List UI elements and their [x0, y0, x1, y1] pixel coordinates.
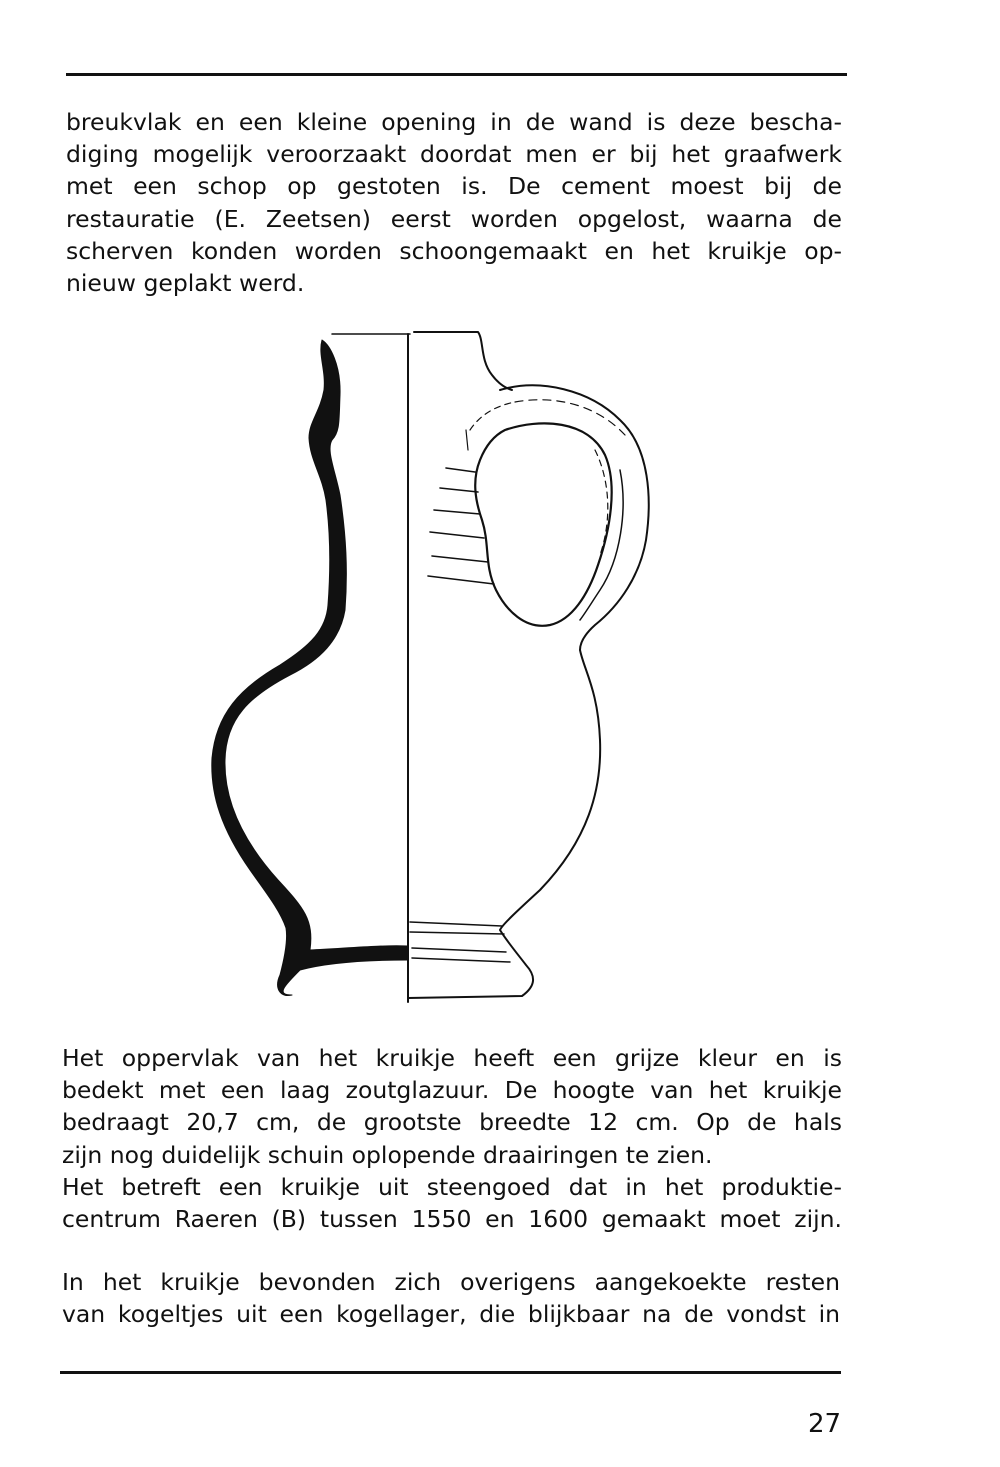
- throwing-ring-line: [428, 576, 494, 584]
- jug-drawing: [200, 320, 680, 1010]
- handle-join-mark: [466, 430, 468, 450]
- text-line: scherven konden worden schoongemaakt en het kruikje op-: [66, 236, 842, 265]
- text-line: diging mogelijk veroorzaakt doordat men er bij het graafwerk: [66, 140, 842, 169]
- throwing-ring-line: [434, 510, 480, 514]
- text-line: zijn nog duidelijk schuin oplopende draairingen te zien.: [62, 1140, 713, 1169]
- text-line: Het oppervlak van het kruikje heeft een grijze kleur en is: [62, 1044, 842, 1072]
- throwing-ring-line: [432, 556, 488, 562]
- paragraph-intro: [66, 106, 842, 299]
- text-line: bedraagt 20,7 cm, de grootste breedte 12 cm. Op de hals: [62, 1108, 842, 1137]
- handle-side-line: [580, 470, 623, 620]
- handle-outer-edge-dashed: [515, 400, 625, 435]
- text-line: restauratie (E. Zeetsen) eerst worden opgelost, waarna de: [66, 204, 842, 233]
- text-line: In het kruikje bevonden zich overigens aangekoekte resten: [62, 1268, 840, 1296]
- foot-band-line: [412, 948, 506, 952]
- text-line: centrum Raeren (B) tussen 1550 en 1600 gemaakt moet zijn.: [62, 1205, 842, 1234]
- foot-band-line: [410, 922, 502, 926]
- bottom-rule: [60, 1371, 841, 1374]
- text-line: met een schop op gestoten is. De cement moest bij de: [66, 172, 842, 201]
- text-line: nieuw geplakt werd.: [66, 269, 305, 298]
- throwing-ring-line: [430, 532, 484, 538]
- text-line: breukvlak en een kleine opening in de wand is deze bescha-: [66, 108, 842, 136]
- paragraph-description: [62, 1042, 842, 1235]
- text-line: bedekt met een laag zoutglazuur. De hoogte van het kruikje: [62, 1076, 842, 1105]
- paragraph-contents: [62, 1266, 840, 1330]
- jug-section-profile: [212, 340, 408, 996]
- handle-join-dashed: [470, 402, 515, 430]
- throwing-ring-line: [446, 468, 475, 472]
- foot-band-line: [412, 958, 510, 962]
- handle-inner-outline: [475, 423, 611, 625]
- jug-exterior-outline: [408, 332, 600, 998]
- foot-band-line: [410, 932, 504, 934]
- page-number: 27: [808, 1409, 842, 1439]
- text-line: Het betreft een kruikje uit steengoed dat in het produktie-: [62, 1172, 842, 1201]
- text-line: van kogeltjes uit een kogellager, die blijkbaar na de vondst in: [62, 1300, 840, 1329]
- throwing-ring-line: [440, 488, 478, 492]
- top-rule: [66, 73, 847, 76]
